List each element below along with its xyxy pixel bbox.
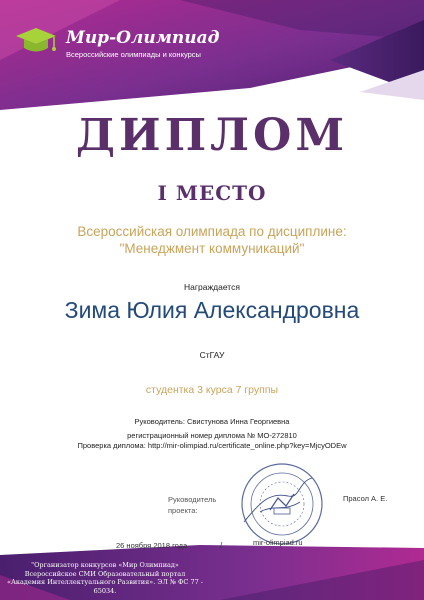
supervisor: Руководитель: Свистунова Инна Георгиевна: [134, 417, 290, 426]
diploma-title: ДИПЛОМ: [75, 110, 349, 161]
signer-name: Прасол А. Е.: [343, 494, 388, 503]
logo: [14, 22, 234, 62]
logo-subtitle: Всероссийские олимпиады и конкурсы: [66, 50, 201, 59]
logo-title: Мир-Олимпиад: [66, 28, 220, 48]
graduation-cap-icon: [14, 24, 58, 60]
verification-link[interactable]: Проверка диплома: http://mir-olimpiad.ru/certificate_online.php?key=MjcyODEw: [77, 441, 347, 450]
place-label: I МЕСТО: [157, 181, 267, 205]
project-leader-label-line2: проекта:: [168, 506, 198, 515]
registration-number: регистрационный номер диплома № МО-272810: [127, 431, 297, 440]
footer-line-2: Всероссийское СМИ Образовательный портал: [24, 569, 186, 578]
issue-date: 26 ноября 2018 года: [116, 541, 188, 550]
footer: [0, 561, 210, 595]
footer-line-3: «Академия Интеллектуального Развития». ЭЛ № ФС 77 - 65034.: [6, 578, 204, 595]
project-leader-label-line1: Руководитель: [168, 495, 217, 504]
organization: СтГАУ: [199, 350, 225, 360]
subject-line-2: "Менеджмент коммуникаций": [119, 241, 305, 256]
subject: [0, 223, 424, 257]
recipient-name: Зима Юлия Александровна: [64, 297, 360, 323]
subject-line-1: Всероссийская олимпиада по дисциплине:: [77, 224, 347, 239]
site-url[interactable]: mir-olimpiad.ru: [253, 538, 303, 547]
awarded-label: Награждается: [184, 282, 240, 292]
footer-line-1: "Организатор конкурсов «Мир Олимпиад»: [31, 561, 179, 569]
date-separator: /: [220, 541, 223, 550]
stamp-seal: [240, 462, 324, 546]
project-leader-label: [168, 494, 238, 516]
student-info: студентка 3 курса 7 группы: [145, 384, 279, 396]
